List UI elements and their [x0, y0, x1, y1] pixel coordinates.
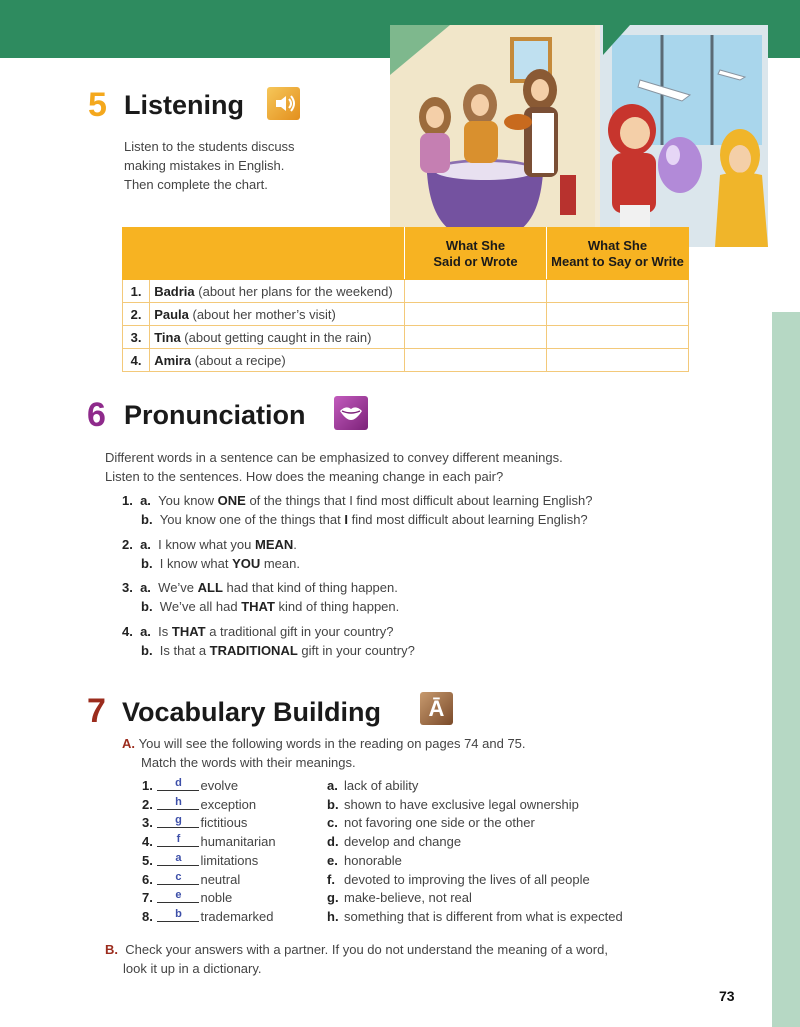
vocab-meaning-row: a. lack of ability	[327, 778, 419, 793]
meaning-text: honorable	[344, 852, 402, 868]
section-7-title: Vocabulary Building	[122, 697, 382, 727]
vocab-word-row: 6. c neutral	[142, 870, 241, 887]
table-row: 3. Tina (about getting caught in the rain)	[123, 326, 689, 349]
vocab-word: noble	[200, 890, 233, 906]
vocab-word-row: 4. f humanitarian	[142, 833, 276, 850]
table-row: 2. Paula (about her mother’s visit)	[123, 303, 689, 326]
meaning-text: not favoring one side or the other	[344, 815, 535, 831]
vocab-meaning-row: b. shown to have exclusive legal ownership	[327, 796, 579, 812]
meaning-text: devoted to improving the lives of all people	[344, 871, 590, 887]
table-row: 1. Badria (about her plans for the weekend)	[123, 280, 689, 303]
answer-blank[interactable]: c	[157, 871, 199, 885]
student-name: Amira	[154, 352, 192, 368]
side-tab	[772, 312, 800, 1027]
section-7-number: 7	[87, 692, 106, 730]
chart-cell-said[interactable]	[404, 303, 546, 326]
dictionary-icon: Ā	[420, 692, 453, 725]
vocab-word: evolve	[200, 778, 239, 793]
answer-blank[interactable]: h	[157, 796, 199, 810]
section-6-number: 6	[87, 396, 106, 434]
illustration	[390, 25, 768, 247]
chart-cell-meant[interactable]	[546, 280, 688, 303]
vocab-word-row: 5. a limitations	[142, 851, 259, 868]
chart-cell-said[interactable]	[404, 349, 546, 372]
answer-blank[interactable]: f	[157, 833, 199, 847]
section-5-instructions: Listen to the students discuss making mistakes in English. Then complete the chart.	[124, 139, 295, 192]
answer-blank[interactable]: a	[157, 852, 199, 866]
section-5-title: Listening	[124, 90, 244, 120]
vocab-meaning-row: g. make-believe, not real	[327, 890, 472, 906]
answer-blank[interactable]: b	[157, 908, 199, 922]
vocab-meaning-row: d. develop and change	[327, 834, 462, 850]
table-row: 4. Amira (about a recipe)	[123, 349, 689, 372]
pronunciation-item: 1. a. You know ONE of the things that I find most difficult about learning English? b. You know one of the things that I find most difficult about learning English?	[122, 493, 593, 527]
chart-cell-said[interactable]	[404, 326, 546, 349]
vocab-word: fictitious	[200, 815, 248, 831]
student-name: Paula	[154, 306, 189, 322]
chart-cell-meant[interactable]	[546, 326, 688, 349]
pronunciation-item: 2. a. I know what you MEAN. b. I know what YOU mean.	[122, 537, 300, 571]
answer-blank[interactable]: d	[157, 777, 199, 791]
vocab-word: trademarked	[200, 908, 274, 924]
listening-chart	[122, 227, 689, 372]
vocab-word: exception	[200, 796, 257, 812]
meaning-text: make-believe, not real	[344, 890, 472, 906]
meaning-text: shown to have exclusive legal ownership	[344, 796, 579, 812]
vocab-word: neutral	[200, 871, 241, 887]
part-a-instructions: A. You will see the following words in the reading on pages 74 and 75. Match the words with their meanings.	[122, 736, 526, 770]
speaker-icon	[267, 87, 300, 120]
chart-cell-meant[interactable]	[546, 349, 688, 372]
meaning-text: something that is different from what is expected	[344, 908, 623, 924]
vocab-word-row: 7. e noble	[142, 889, 233, 906]
meaning-text: lack of ability	[344, 778, 419, 793]
vocab-meaning-row: e. honorable	[327, 852, 402, 868]
answer-blank[interactable]: g	[157, 814, 199, 828]
section-6-intro: Different words in a sentence can be emphasized to convey different meanings. Listen to the sentences. How does the meaning change in each pair?	[105, 450, 563, 484]
chart-cell-meant[interactable]	[546, 303, 688, 326]
student-name: Tina	[154, 329, 181, 345]
chart-cell-said[interactable]	[404, 280, 546, 303]
lips-icon	[334, 396, 368, 430]
vocab-meaning-row: h. something that is different from what is expected	[327, 908, 623, 924]
vocab-word-row: 2. h exception	[142, 795, 257, 812]
student-name: Badria	[154, 283, 195, 299]
vocab-word-row: 1. d evolve	[142, 777, 239, 793]
vocab-meaning-row: c. not favoring one side or the other	[327, 815, 535, 831]
page-number: 73	[719, 988, 735, 1004]
chart-header-blank	[123, 228, 405, 280]
meaning-text: develop and change	[344, 834, 462, 850]
pronunciation-item: 3. a. We’ve ALL had that kind of thing happen. b. We’ve all had THAT kind of thing happen.	[122, 580, 400, 614]
vocab-word-row: 8. b trademarked	[142, 907, 274, 924]
answer-blank[interactable]: e	[157, 889, 199, 903]
chart-header-meant: What She Meant to Say or Write	[546, 228, 688, 280]
vocab-meaning-row: f. devoted to improving the lives of all people	[327, 871, 590, 887]
vocab-word: humanitarian	[200, 834, 276, 850]
pronunciation-item: 4. a. Is THAT a traditional gift in your country? b. Is that a TRADITIONAL gift in your country?	[122, 624, 415, 658]
vocab-word: limitations	[200, 852, 259, 868]
chart-header-said: What She Said or Wrote	[404, 228, 546, 280]
vocab-word-row: 3. g fictitious	[142, 814, 248, 831]
section-5-number: 5	[88, 86, 107, 124]
part-b-instructions: B. Check your answers with a partner. If you do not understand the meaning of a word, look it up in a dictionary.	[105, 942, 608, 976]
section-6-title: Pronunciation	[124, 400, 306, 430]
